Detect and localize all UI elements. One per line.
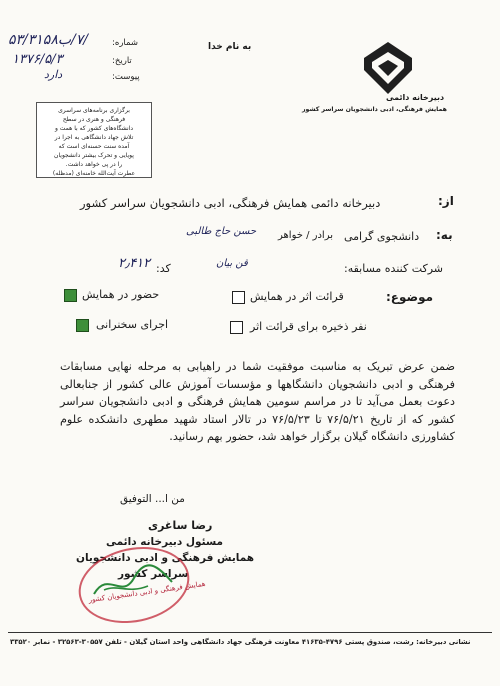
option-checkbox-reserve[interactable] xyxy=(230,321,243,334)
to-label: به: xyxy=(436,228,453,242)
date-value: ۱۳۷۶/۵/۳ xyxy=(12,52,63,67)
option-label: نفر ذخیره برای قرائت اثر xyxy=(250,320,367,333)
signer-title: مسئول دبیرخانه دائمی xyxy=(106,536,224,548)
option-label: قرائت اثر در همایش xyxy=(250,290,344,303)
number-label: شماره: xyxy=(112,38,139,48)
footer-divider xyxy=(8,632,492,633)
recipient-name: حسن حاج طالبی xyxy=(186,226,257,237)
closing-line: من ا... التوفیق xyxy=(120,493,185,505)
logo-subtitle: همایش فرهنگی، ادبی دانشجویان سراسر کشور xyxy=(302,106,447,113)
from-label: از: xyxy=(438,194,454,208)
from-value: دبیرخانه دائمی همایش فرهنگی، ادبی دانشجویان سراسر کشور xyxy=(80,196,381,210)
quote-line: را در پی خواهد داشت. xyxy=(65,161,123,168)
option-label: حضور در همایش xyxy=(82,288,160,301)
stamp-text: همایش فرهنگی و ادبی دانشجویان کشور xyxy=(88,579,206,605)
option-checkbox-reading[interactable] xyxy=(232,291,245,304)
to-prefix: دانشجوی گرامی xyxy=(344,230,420,243)
number-value: ۵۳/۳۱۵۸٧/ب/ xyxy=(8,32,88,48)
signer-name: رضا ساغری xyxy=(148,519,213,532)
quote-line: تلاش جهاد دانشگاهی به اجرا در xyxy=(54,134,134,141)
to-options: برادر / خواهر xyxy=(278,230,334,241)
quote-line: برگزاری برنامه‌های سراسری xyxy=(58,107,130,114)
signer-title: سراسر کشور xyxy=(118,568,189,580)
basmala: به نام خدا xyxy=(208,42,252,52)
subject-label: موضوع: xyxy=(386,290,434,304)
quote-line: آمده سنت حسنه‌ای است که xyxy=(58,143,130,150)
attachment-label: پیوست: xyxy=(112,72,140,82)
signer-title: همایش فرهنگی و ادبی دانشجویان xyxy=(76,552,255,564)
competition-value: قن بیان xyxy=(216,258,248,269)
quote-line: عطرت آیت‌الله خامنه‌ای (مدظله) xyxy=(52,170,136,177)
organization-logo xyxy=(362,40,414,96)
competition-label: شرکت کننده مسابقه: xyxy=(344,262,444,275)
quote-line: دانشگاه‌های کشور که با همت و xyxy=(54,125,134,132)
quote-line: پویایی و تحرک بیشتر دانشجویان xyxy=(54,152,134,159)
date-label: تاریخ: xyxy=(112,56,132,66)
option-label: اجرای سخنرانی xyxy=(96,318,169,331)
code-value: ۲٫۴۱۲ xyxy=(118,256,151,271)
option-checkbox-attendance[interactable] xyxy=(64,289,77,302)
footer-address: نشانی دبیرخانه: رشت، صندوق پستی ۴۷۹۶-۴۱۶۳۵ معاونت فرهنگی جهاد دانشگاهی واحد استان گیلان - تلفن ۳۰۵۵۷-۳۲۵۶۳ - نمابر ۳۳۵۲۰ xyxy=(10,638,471,646)
code-label: کد: xyxy=(156,262,171,275)
quote-line: فرهنگی و هنری در سطح xyxy=(62,116,126,123)
attachment-value: دارد xyxy=(44,68,63,81)
logo-title: دبیرخانه دائمی xyxy=(386,93,445,102)
letter-body: ضمن عرض تبریک به مناسبت موفقیت شما در راهیابی به مرحله نهایی مسابقات فرهنگی و ادبی دانشجویان دانشگاهها و مؤسسات آموزش عالی کشور از جنابعالی دعوت بعمل می‌آید تا در مراسم سومین همایش فرهنگی و ادبی دانشجویان سراسر کشور که از تاریخ ۷۶/۵/۲۱ تا ۷۶/۵/۲۳ در تالار استاد شهید مطهری دانشکده علوم کشاورزی دانشگاه گیلان برگزار خواهد شد، حضور بهم رسانید. xyxy=(60,360,455,444)
option-checkbox-speech[interactable] xyxy=(76,319,89,332)
quote-box xyxy=(36,102,152,178)
